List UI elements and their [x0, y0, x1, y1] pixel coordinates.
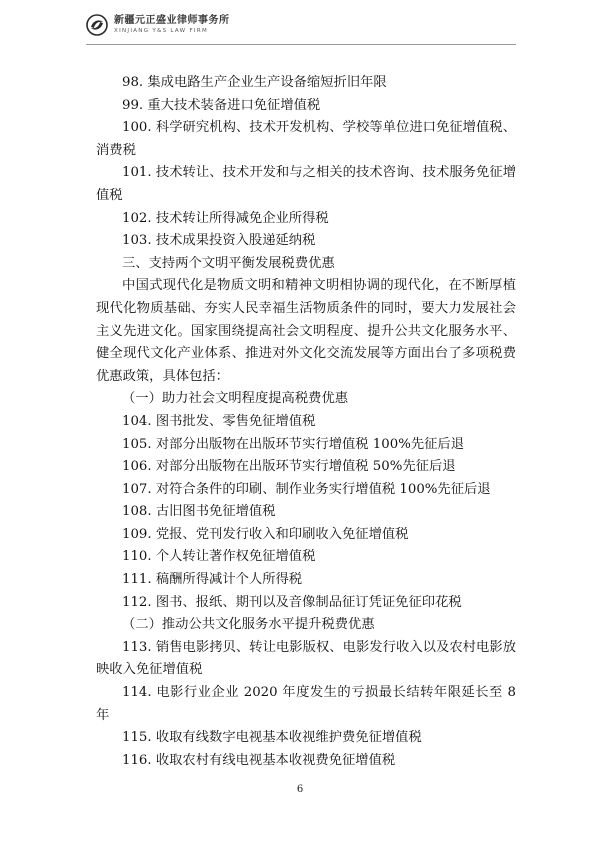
paragraph: 108. 古旧图书免征增值税 — [122, 504, 276, 520]
paragraph: 113. 销售电影拷贝、转让电影版权、电影发行收入以及农村电影放映收入免征增值税 — [96, 639, 516, 678]
document-body — [96, 72, 516, 772]
brand-name: 新疆元正盛业律师事务所 — [114, 14, 230, 26]
page-header — [86, 14, 230, 36]
paragraph: 中国式现代化是物质文明和精神文明相协调的现代化，在不断厚植现代化物质基础、夯实人民幸福生活物质条件的同时，要大力发展社会主义先进文化。国家围绕提高社会文明程度、提升公共文化服务水平、健全现代文化产业体系、推进对外文化交流发展等方面出台了多项税费优惠政策，具体包括： — [96, 278, 516, 384]
paragraph: 114. 电影行业企业 2020 年度发生的亏损最长结转年限延长至 8 年 — [96, 685, 516, 723]
paragraph: 110. 个人转让著作权免征增值税 — [122, 549, 316, 565]
page-number: 6 — [296, 784, 304, 795]
paragraph: 116. 收取农村有线电视基本收视费免征增值税 — [122, 752, 396, 768]
header-divider — [86, 44, 516, 45]
paragraph: 112. 图书、报纸、期刊以及音像制品征订凭证免征印花税 — [122, 594, 462, 610]
paragraph: 103. 技术成果投资入股递延纳税 — [122, 233, 316, 249]
brand-english-name: XINJIANG Y&S LAW FIRM — [114, 27, 209, 34]
paragraph: 104. 图书批发、零售免征增值税 — [122, 413, 316, 429]
paragraph: 109. 党报、党刊发行收入和印刷收入免征增值税 — [122, 526, 409, 542]
paragraph: 107. 对符合条件的印刷、制作业务实行增值税 100%先征后退 — [122, 481, 491, 497]
paragraph: 三、支持两个文明平衡发展税费优惠 — [122, 255, 335, 271]
paragraph: 101. 技术转让、技术开发和与之相关的技术咨询、技术服务免征增值税 — [96, 165, 516, 203]
paragraph: 99. 重大技术装备进口免征增值税 — [122, 97, 321, 113]
paragraph: （一）助力社会文明程度提高税费优惠 — [122, 391, 349, 407]
paragraph: 102. 技术转让所得减免企业所得税 — [122, 210, 329, 226]
paragraph: 111. 稿酬所得减计个人所得税 — [122, 572, 303, 588]
brand — [114, 16, 230, 35]
paragraph: 105. 对部分出版物在出版环节实行增值税 100%先征后退 — [122, 436, 465, 452]
law-firm-logo-icon — [86, 14, 108, 36]
paragraph: 98. 集成电路生产企业生产设备缩短折旧年限 — [122, 75, 387, 90]
paragraph: 100. 科学研究机构、技术开发机构、学校等单位进口免征增值税、消费税 — [96, 120, 516, 158]
paragraph: 115. 收取有线数字电视基本收视维护费免征增值税 — [122, 730, 422, 746]
paragraph: 106. 对部分出版物在出版环节实行增值税 50%先征后退 — [122, 459, 456, 475]
paragraph: （二）推动公共文化服务水平提升税费优惠 — [122, 617, 375, 633]
